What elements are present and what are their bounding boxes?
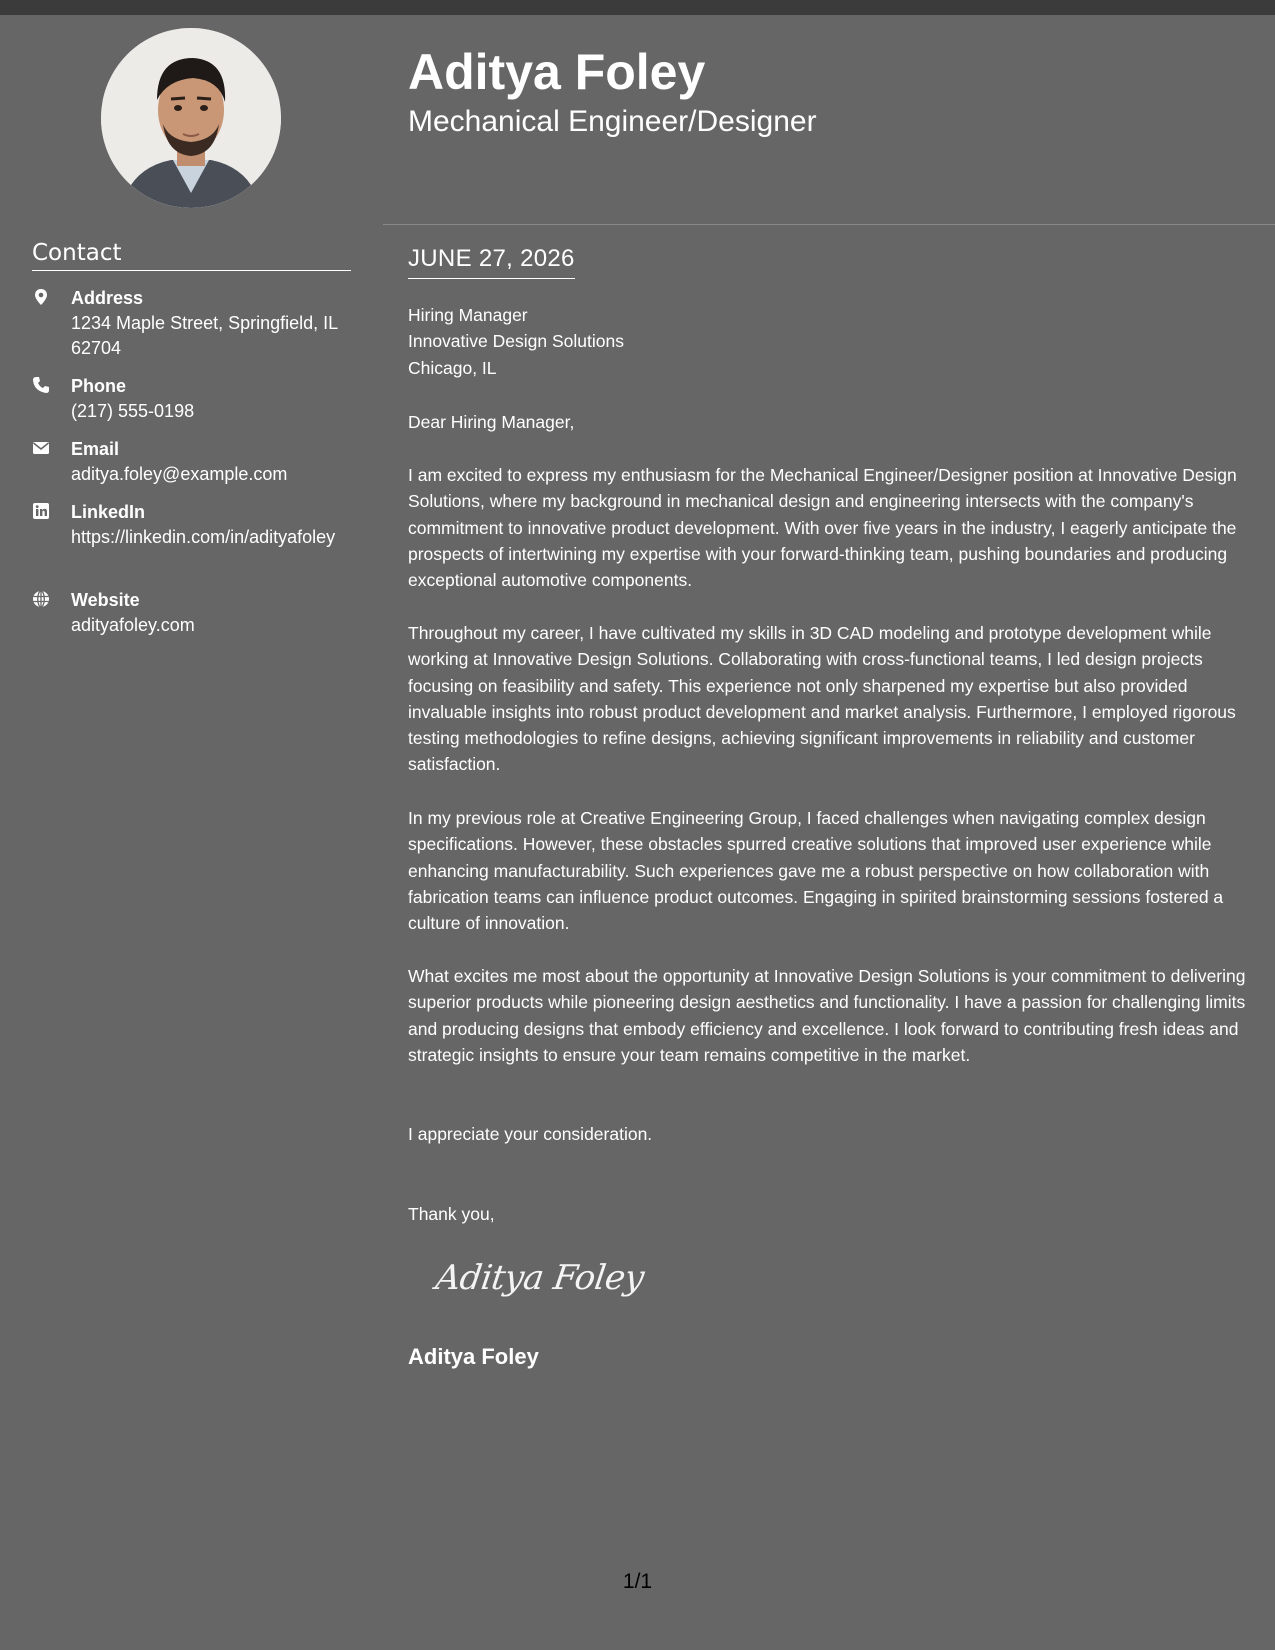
contact-heading: Contact — [32, 240, 351, 271]
phone-value[interactable]: (217) 555-0198 — [71, 401, 195, 421]
handwritten-signature: Aditya Foley — [433, 1258, 647, 1298]
applicant-name: Aditya Foley — [408, 44, 706, 100]
letter-paragraph: I am excited to express my enthusiasm for the Mechanical Engineer/Designer position at Innovative Design Solutions, where my background in mechanical design and engineering intersects with the company's commitment to innovative product development. With over five years in the industry, I eagerly anticipate the prospects of intertwining my expertise with your forward-thinking team, pushing boundaries and producing exceptional automotive components. — [408, 465, 1237, 591]
top-bar — [0, 0, 1275, 15]
letter-paragraph: What excites me most about the opportunity at Innovative Design Solutions is your commitment to delivering superior products while pioneering design aesthetics and functionality. I have a passion for challenging limits and producing designs that embody efficiency and excellence. I look forward to contributing fresh ideas and strategic insights to ensure your team remains competitive in the market. — [408, 966, 1246, 1065]
linkedin-label: LinkedIn — [71, 502, 146, 522]
salutation: Dear Hiring Manager, — [408, 412, 575, 432]
envelope-icon — [32, 439, 52, 459]
signed-name: Aditya Foley — [408, 1344, 539, 1369]
address-value: 1234 Maple Street, Springfield, IL 62704 — [71, 313, 338, 358]
job-title: Mechanical Engineer/Designer — [408, 105, 817, 138]
location-pin-icon — [32, 288, 52, 308]
recipient-block — [408, 302, 1250, 381]
page-indicator: 1/1 — [622, 1570, 653, 1593]
linkedin-value[interactable]: https://linkedin.com/in/adityafoley — [71, 527, 336, 547]
closing-line: I appreciate your consideration. — [408, 1124, 653, 1144]
phone-label: Phone — [71, 376, 127, 396]
letter-paragraph: In my previous role at Creative Engineering Group, I faced challenges when navigating complex design specifications. However, these obstacles spurred creative solutions that improved user experience while enhancing manufacturability. Such experiences gave me a robust perspective on how collaboration with fabrication teams can influence product outcomes. Engaging in spirited brainstorming sessions fostered a culture of innovation. — [408, 808, 1224, 934]
letter-paragraph: Throughout my career, I have cultivated my skills in 3D CAD modeling and prototype development while working at Innovative Design Solutions. Collaborating with cross-functional teams, I led design projects focusing on feasibility and safety. This experience not only sharpened my expertise but also provided invaluable insights into robust product development and market analysis. Furthermore, I employed rigorous testing methodologies to refine designs, achieving significant improvements in reliability and customer satisfaction. — [408, 623, 1236, 775]
avatar-photo — [101, 28, 281, 208]
website-value[interactable]: adityafoley.com — [71, 615, 195, 635]
email-label: Email — [71, 439, 120, 459]
globe-icon — [32, 590, 52, 610]
sign-off: Thank you, — [408, 1204, 495, 1224]
letter-date: JUNE 27, 2026 — [408, 243, 575, 279]
linkedin-icon — [32, 502, 52, 522]
recipient-line: Chicago, IL — [408, 357, 497, 378]
header-divider — [383, 224, 1275, 225]
website-label: Website — [71, 590, 140, 610]
address-label: Address — [71, 288, 144, 308]
recipient-line: Innovative Design Solutions — [408, 331, 624, 352]
phone-icon — [32, 376, 52, 396]
email-value[interactable]: aditya.foley@example.com — [71, 464, 288, 484]
recipient-line: Hiring Manager — [408, 305, 528, 325]
